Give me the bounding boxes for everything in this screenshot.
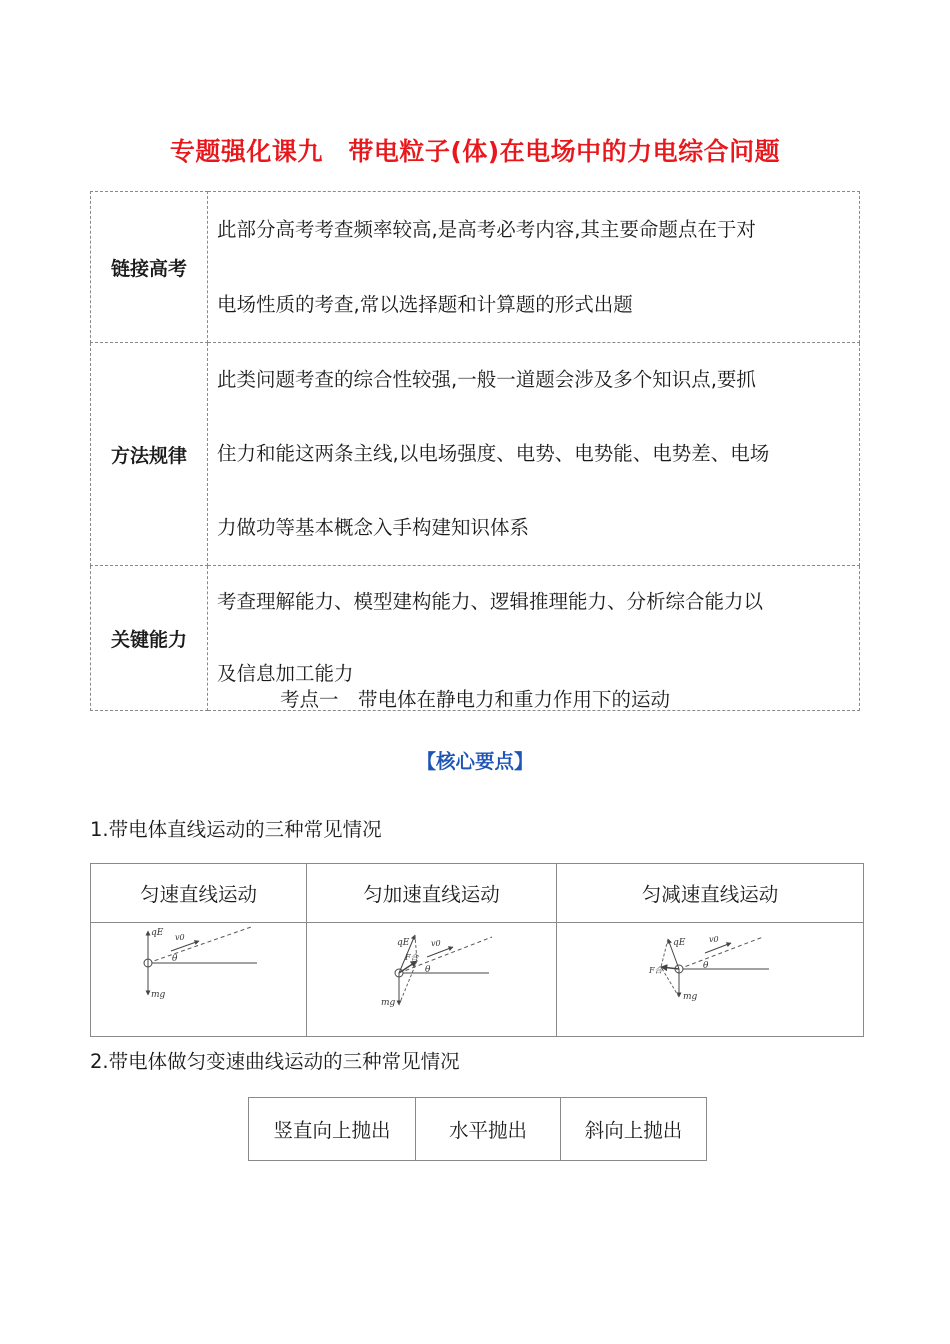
label-qE: qE <box>397 938 410 948</box>
intro-line: 及信息加工能力 <box>217 662 354 685</box>
label-qE: qE <box>673 938 686 948</box>
intro-text <box>208 343 860 566</box>
intro-line: 电场性质的考查,常以选择题和计算题的形式出题 <box>217 293 633 316</box>
intro-text <box>208 192 860 343</box>
heading-linear-motion: 1.带电体直线运动的三种常见情况 <box>90 818 382 841</box>
curve-cell-vertical: 竖直向上抛出 <box>249 1098 416 1161</box>
table-figure-row <box>91 923 864 1037</box>
intro-row-gaokao <box>91 192 860 343</box>
label-F-resultant: F合 <box>649 966 663 975</box>
heading-curved-motion: 2.带电体做匀变速曲线运动的三种常见情况 <box>90 1050 460 1073</box>
table-header-row <box>91 864 864 923</box>
intro-line: 住力和能这两条主线,以电场强度、电势、电势能、电势差、电场 <box>217 442 770 465</box>
figure-cell-accelerated <box>307 923 557 1037</box>
uniform-motion-diagram <box>91 923 306 1032</box>
label-theta: θ <box>172 954 178 964</box>
intro-label: 链接高考 <box>91 192 208 343</box>
intro-line: 此部分高考考查频率较高,是高考必考内容,其主要命题点在于对 <box>217 218 756 241</box>
intro-table <box>90 191 860 711</box>
label-v0: v0 <box>709 935 719 944</box>
label-v0: v0 <box>175 933 185 942</box>
label-qE: qE <box>151 928 164 938</box>
label-v0: v0 <box>431 939 441 948</box>
label-theta: θ <box>703 961 709 971</box>
label-mg: mg <box>381 998 396 1008</box>
key-points-label: 【核心要点】 <box>416 750 534 773</box>
curved-motion-table <box>248 1097 707 1161</box>
figure-cell-uniform <box>91 923 307 1037</box>
label-theta: θ <box>425 965 431 975</box>
intro-line: 此类问题考查的综合性较强,一般一道题会涉及多个知识点,要抓 <box>217 368 756 391</box>
intro-row-method <box>91 343 860 566</box>
label-mg: mg <box>151 990 166 1000</box>
header-decelerated: 匀减速直线运动 <box>557 864 864 923</box>
intro-line: 力做功等基本概念入手构建知识体系 <box>217 516 530 539</box>
header-uniform: 匀速直线运动 <box>91 864 307 923</box>
decelerated-motion-diagram <box>557 923 863 1032</box>
section-title: 考点一 带电体在静电力和重力作用下的运动 <box>279 688 670 711</box>
label-mg: mg <box>683 992 698 1002</box>
intro-label: 关键能力 <box>91 566 208 711</box>
label-F-resultant: F合 <box>405 953 419 962</box>
curve-cell-horizontal: 水平抛出 <box>416 1098 561 1161</box>
linear-motion-table <box>90 863 864 1037</box>
curve-cell-oblique: 斜向上抛出 <box>561 1098 707 1161</box>
accelerated-motion-diagram <box>307 923 556 1032</box>
header-accelerated: 匀加速直线运动 <box>307 864 557 923</box>
intro-label: 方法规律 <box>91 343 208 566</box>
figure-cell-decelerated <box>557 923 864 1037</box>
table-row <box>249 1098 707 1161</box>
intro-line: 考查理解能力、模型建构能力、逻辑推理能力、分析综合能力以 <box>217 590 764 613</box>
page-title: 专题强化课九 带电粒子(体)在电场中的力电综合问题 <box>169 137 781 166</box>
